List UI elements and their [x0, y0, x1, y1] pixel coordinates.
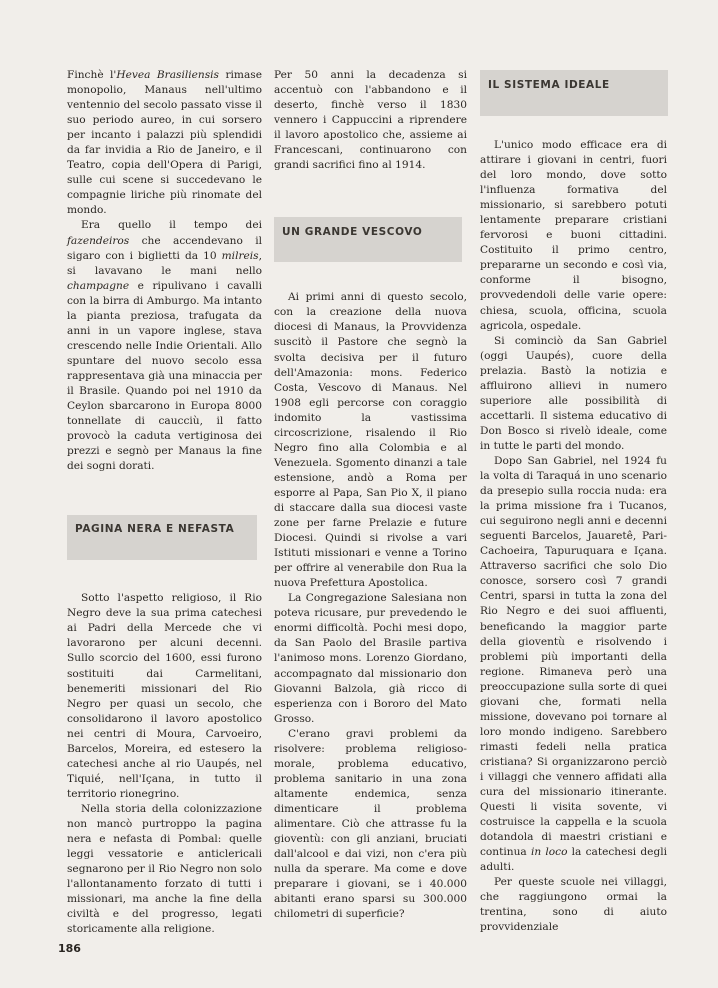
column-middle	[274, 0, 467, 922]
page-number: 186	[58, 942, 81, 955]
text-run: la catechesi degli adulti.	[480, 846, 668, 874]
italic-text: milreis	[221, 249, 259, 262]
paragraph: Si cominciò da San Gabriel (oggi Uaupés), cuore della prelazia. Bastò la notizia e affluirono allievi in numero superiore alle possibilità di accettarli. Il sistema educativo di Don Bosco si rivelò ideale, come in tutte le parti del mondo.	[480, 334, 667, 452]
paragraph: L'unico modo efficace era di attirare i giovani in centri, fuori del loro mondo, dove sotto l'influenza formativa del missionario, si sarebbero potuti lentamente preparare cristiani fervorosi e buoni cittadini. Costituito il primo centro, prepararne un secondo e così via, conforme il bisogno, provvedendoli delle varie opere: chiesa, scuola, officina, scuola agricola, ospedale.	[480, 139, 667, 332]
paragraph	[67, 68, 262, 218]
paragraph: Per 50 anni la decadenza si accentuò con l'abbandono e il deserto, finchè verso il 1830 vennero i Cappuccini a riprendere il lavoro apostolico che, assieme ai Francescani, continuarono con grandi sacrifici fino al 1914.	[274, 69, 467, 172]
column-right	[480, 0, 667, 935]
section-heading: UN GRANDE VESCOVO	[274, 217, 462, 262]
text-run: , si lavavano le mani nello	[67, 249, 262, 277]
text-run: Finchè l'	[67, 69, 117, 81]
italic-text: champagne	[67, 279, 130, 292]
paragraph: C'erano gravi problemi da risolvere: problema religioso-morale, problema educativo, problema sanitario in una zona altamente endemica, senza dimenticare il problema alimentare. Ciò che attrasse fu la gioventù: con gli anziani, bruciati dall'alcool e dai vizi, non c'era più nulla da sperare. Ma come e dove preparare i giovani, se i 40.000 abitanti erano sparsi su 300.000 chilometri di superficie?	[274, 727, 467, 921]
paragraph: Ai primi anni di questo secolo, con la creazione della nuova diocesi di Manaus, la Provvidenza suscitò il Pastore che segnò la svolta decisiva per il futuro dell'Amazonia: mons. Federico Costa, Vescovo di Manaus. Nel 1908 egli percorse con coraggio indomito la vastissima circoscrizione, risalendo il Rio Negro fino alla Colombia e al Venezuela. Sgomento dinanzi a tale estensione, andò a Roma per esporre al Papa, San Pio X, il piano di staccare dalla sua diocesi vaste zone per farne Prelazie e future Diocesi. Quindi si rivolse a vari Istituti missionari e venne a Torino per offrire al venerabile don Rua la nuova Prefettura Apostolica.	[274, 291, 467, 590]
column-left	[67, 0, 262, 937]
text-run: Dopo San Gabriel, nel 1924 fu la volta di Taraquá in uno scenario da presepio sulla roccia nuda: era la prima missione fra i Tucanos, cui seguirono negli anni e decenni seguenti Barcelos, Jauaretê, Pari-Cachoeira, Tapuruquara e Içana. Attraverso sacrifici che solo Dio conosce, sorsero così 7 grandi Centri, sparsi in tutta la zona del Rio Negro e dei suoi affluenti, beneficando la maggior parte della gioventù e risolvendo i problemi più importanti della regione. Rimaneva però una preoccupazione sulla sorte di quei giovani che, formati nella missione, dovevano poi tornare al loro mondo indigeno. Sarebbero rimasti fedeli nella pratica cristiana? Si organizzarono perciò i villaggi che vennero affidati alla cura del missionario itinerante. Questi li visita sovente, vi costruisce la cappella e la scuola dotandola di maestri cristiani e continua	[480, 454, 667, 859]
paragraph: Sotto l'aspetto religioso, il Rio Negro deve la sua prima catechesi ai Padri della Mercede che vi lavorarono per alcuni decenni. Sullo scorcio del 1600, essi furono sostituiti dai Carmelitani, benemeriti missionari del Rio Negro per quasi un secolo, che consolidarono il lavoro apostolico nei centri di Moura, Carvoeiro, Barcelos, Moreira, ed estesero la catechesi anche al rio Uaupés, nel Tiquié, nell'Içana, in tutto il territorio rionegrino.	[67, 592, 262, 800]
paragraph: La Congregazione Salesiana non poteva ricusare, pur prevedendo le enormi difficoltà. Pochi mesi dopo, da San Paolo del Brasile partiva l'animoso mons. Lorenzo Giordano, accompagnato dal missionario don Giovanni Balzola, già ricco di esperienza con i Bororo del Mato Grosso.	[274, 592, 467, 725]
text-run: rimase monopolio, Manaus nell'ultimo ventennio del secolo passato visse il suo periodo aureo, in cui sorsero per incanto i palazzi più splendidi da far invidia a Rio de Janeiro, e il Teatro, copia dell'Opera di Parigi, sulle cui scene si succedevano le compagnie liriche più rinomate del mondo.	[67, 69, 262, 217]
paragraph	[67, 218, 262, 474]
paragraph: Nella storia della colonizzazione non mancò purtroppo la pagina nera e nefasta di Pombal: quelle leggi vessatorie e anticlericali segnarono per il Rio Negro non solo l'allontanamento forzato di tutti i missionari, ma anche la fine della civiltà e del progresso, legati storicamente alla religione.	[67, 802, 262, 936]
italic-text: in loco	[530, 846, 568, 859]
paragraph: Per queste scuole nei villaggi, che raggiungono ormai la trentina, sono di aiuto provvidenziale	[480, 876, 667, 934]
section-heading: PAGINA NERA E NEFASTA	[67, 515, 257, 560]
text-run: e ripulivano i cavalli con la birra di Amburgo. Ma intanto la pianta preziosa, trafugata da anni in un vapore inglese, stava crescendo nelle Indie Orientali. Allo spuntare del nuovo secolo essa rappresentava già una minaccia per il Brasile. Quando poi nel 1910 da Ceylon sbarcarono in Europa 8000 tonnellate di caucciù, il fatto provocò la caduta vertiginosa dei prezzi e segnò per Manaus la fine dei sogni dorati.	[67, 279, 262, 473]
italic-text: Hevea Brasiliensis	[116, 69, 219, 81]
text-run: che accendevano il sigaro con i biglietti da 10	[67, 234, 262, 262]
italic-text: fazendeiros	[67, 234, 130, 247]
text-run: Era quello il tempo dei	[81, 219, 262, 232]
paragraph	[480, 454, 667, 875]
section-heading: IL SISTEMA IDEALE	[480, 70, 668, 116]
